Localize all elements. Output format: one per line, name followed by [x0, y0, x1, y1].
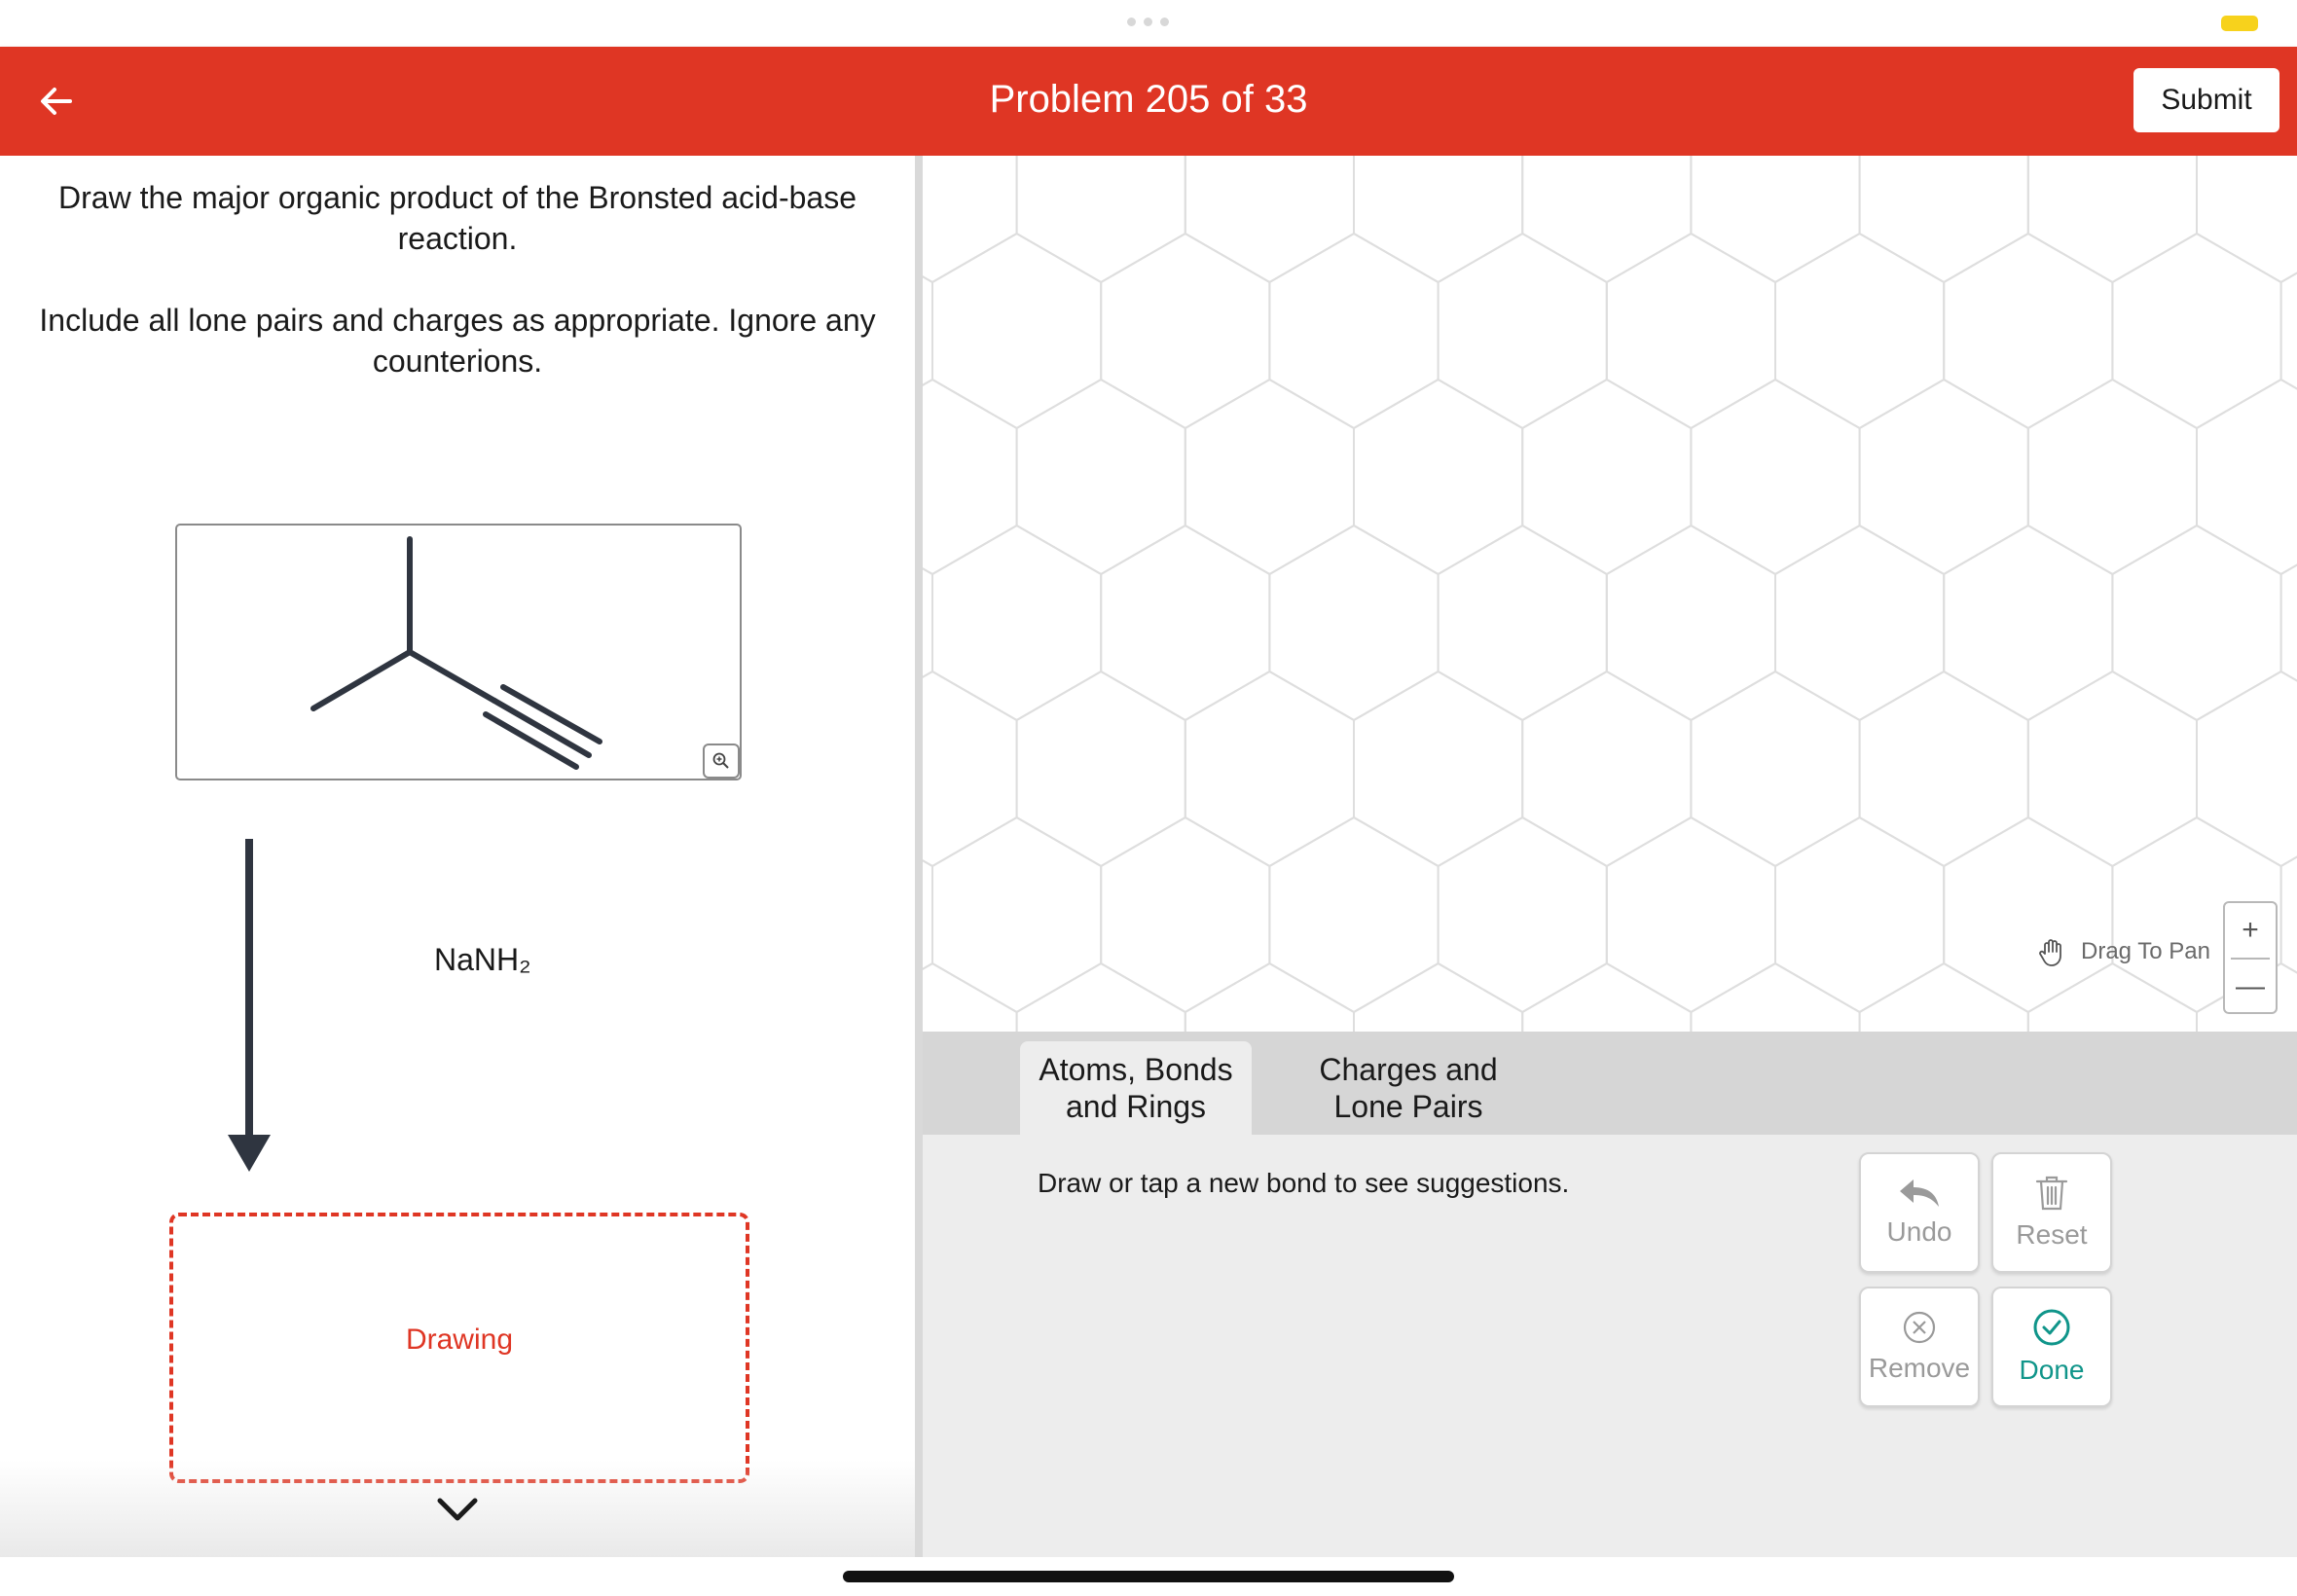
zoom-in-button[interactable]: +	[2242, 914, 2259, 946]
reset-button[interactable]	[1991, 1152, 2112, 1273]
undo-button[interactable]	[1859, 1152, 1980, 1273]
hex-grid	[923, 156, 2297, 1032]
reagent-label: NaNH₂	[434, 942, 531, 977]
done-label: Done	[2019, 1355, 2085, 1385]
drawing-canvas[interactable]	[923, 156, 2297, 1032]
undo-icon	[1898, 1178, 1941, 1209]
trash-icon	[2034, 1175, 2069, 1212]
check-circle-icon	[2032, 1308, 2071, 1347]
submit-button[interactable]: Submit	[2133, 68, 2279, 132]
home-indicator[interactable]	[843, 1571, 1454, 1582]
tools-panel	[923, 1135, 2297, 1557]
drag-to-pan-hint	[2036, 934, 2210, 969]
tab-charges-lone-pairs[interactable]: Charges and Lone Pairs	[1319, 1052, 1498, 1124]
zoom-structure-button[interactable]	[703, 744, 740, 779]
reactant-molecule	[177, 526, 740, 779]
header-bar	[0, 47, 2297, 156]
question-panel	[0, 156, 915, 1557]
multitasking-dots[interactable]	[1127, 18, 1169, 26]
zoom-out-button[interactable]: —	[2236, 970, 2265, 1002]
remove-button[interactable]	[1859, 1287, 1980, 1407]
suggestion-hint: Draw or tap a new bond to see suggestions.	[1038, 1168, 1570, 1198]
remove-label: Remove	[1868, 1353, 1971, 1383]
instruction-text-secondary: Include all lone pairs and charges as appropriate. Ignore any counterions.	[39, 303, 876, 379]
reactant-structure	[175, 524, 742, 780]
close-circle-icon	[1902, 1310, 1937, 1345]
zoom-control	[2223, 901, 2278, 1014]
undo-label: Undo	[1886, 1216, 1952, 1247]
reset-label: Reset	[2016, 1219, 2088, 1250]
tool-tabs	[923, 1032, 2297, 1135]
page-title: Problem 205 of 33	[989, 78, 1308, 121]
answer-placeholder: Drawing	[405, 1324, 514, 1356]
battery-icon	[2221, 16, 2258, 31]
hand-icon	[2036, 934, 2071, 969]
reaction-arrow	[226, 837, 273, 1179]
done-button[interactable]	[1991, 1287, 2112, 1407]
chevron-down-icon[interactable]	[436, 1497, 479, 1527]
answer-drawing-box[interactable]	[169, 1213, 749, 1483]
tab-atoms-bonds-rings[interactable]: Atoms, Bonds and Rings	[1020, 1041, 1252, 1135]
drag-to-pan-label: Drag To Pan	[2081, 938, 2210, 964]
panel-divider[interactable]	[915, 156, 923, 1557]
magnifier-plus-icon	[711, 751, 731, 771]
instruction-text: Draw the major organic product of the Bronsted acid-base reaction.	[58, 180, 857, 256]
status-bar	[0, 0, 2297, 47]
